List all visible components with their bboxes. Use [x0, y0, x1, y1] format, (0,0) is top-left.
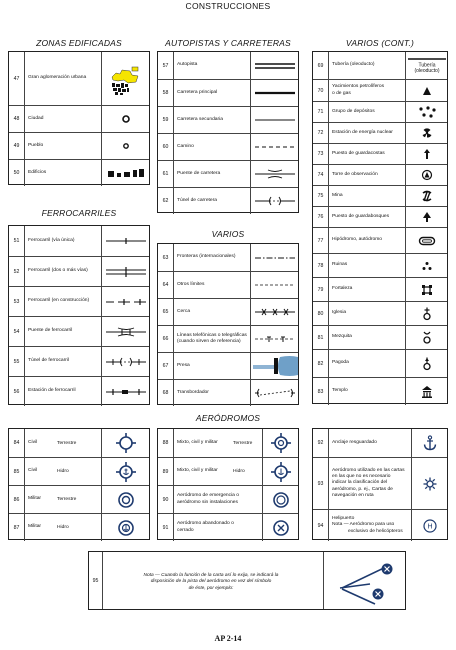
row-label: Presa — [177, 362, 190, 368]
table-row — [9, 256, 149, 286]
row-number: 86 — [9, 486, 25, 513]
row-label: Puesto de guardacostas — [332, 150, 385, 156]
row-number: 69 — [313, 52, 329, 79]
row-label: Templo — [332, 388, 348, 394]
row-label: Grupo de depósitos — [332, 108, 375, 114]
table-row — [158, 325, 298, 352]
row-number: 75 — [313, 186, 329, 206]
row-label-line2: aeródromo sin instalaciones — [177, 499, 238, 505]
military-water-aerodrome-icon — [101, 514, 149, 541]
row-surface: Hidro — [233, 469, 245, 474]
row-number: 70 — [313, 80, 329, 101]
row-label-line2: (cuando sirven de referencia) — [177, 339, 241, 344]
pipeline-text-2: (oleoducto) — [413, 67, 440, 74]
row-number: 95 — [89, 552, 103, 609]
row-number: 61 — [158, 161, 174, 187]
row-label: Camino — [177, 143, 194, 149]
row-label: Ferrocarril (en construcción) — [28, 298, 90, 304]
road-bridge-icon — [250, 161, 298, 187]
section-title-aerodromos: AERÓDROMOS — [195, 413, 261, 423]
table-row — [9, 346, 149, 376]
table-row — [158, 513, 298, 541]
row-label: Puesto de guardabosques — [332, 213, 390, 219]
anchorage-icon — [411, 429, 447, 457]
fortress-icon — [405, 278, 447, 301]
note-line: Nota — Cuando la función de la carta así lo exija, se indicará la — [143, 573, 279, 578]
table-row — [158, 187, 298, 214]
row-number: 92 — [313, 429, 329, 457]
row-number: 78 — [313, 254, 329, 277]
secondary-road-icon — [250, 107, 298, 133]
row-label-line: Nota — Aeródromo para uso — [332, 522, 395, 528]
row-label — [177, 514, 234, 541]
coastguard-icon — [405, 144, 447, 164]
main-road-icon — [250, 80, 298, 106]
row-label-line: navegación en ruta — [332, 492, 374, 498]
rail-bridge-icon — [101, 317, 149, 346]
urban-area-icon — [101, 52, 149, 105]
phone-lines-icon — [250, 326, 298, 352]
civil-land-aerodrome-icon — [101, 429, 149, 457]
row-label: Torre de observación — [332, 171, 378, 177]
row-label — [177, 486, 239, 513]
table-row — [313, 253, 447, 277]
section-title-autopistas: AUTOPISTAS Y CARRETERAS — [165, 38, 291, 48]
varios-table — [157, 243, 299, 405]
oil-field-icon — [405, 80, 447, 101]
abandoned-aerodrome-icon — [262, 514, 298, 541]
table-row — [9, 513, 149, 541]
row-label: Hipódromo, autódromo — [332, 237, 383, 243]
row-surface: Terrestre — [57, 440, 77, 446]
military-land-aerodrome-icon — [101, 486, 149, 513]
row-label: Militar — [28, 496, 42, 502]
zonas-table — [8, 51, 150, 185]
page-title: CONSTRUCCIONES — [185, 1, 271, 11]
row-label: Militar — [28, 524, 42, 530]
row-number: 62 — [158, 188, 174, 214]
row-number: 90 — [158, 486, 174, 513]
row-surface: Hidro — [57, 469, 69, 474]
emergency-aerodrome-icon — [262, 486, 298, 513]
table-row — [313, 429, 447, 457]
aerodromos-right-table — [312, 428, 448, 540]
row-number: 71 — [313, 102, 329, 122]
row-label — [332, 80, 384, 101]
row-number: 87 — [9, 514, 25, 541]
racetrack-icon — [405, 228, 447, 253]
varios-cont-table — [312, 51, 448, 404]
nuclear-icon — [405, 123, 447, 143]
table-row — [313, 377, 447, 405]
row-label — [177, 326, 247, 352]
rail-tunnel-icon — [101, 347, 149, 376]
road-tunnel-icon — [250, 188, 298, 214]
row-label: Puente de carretera — [177, 170, 221, 176]
row-number: 65 — [158, 299, 174, 325]
row-label: Carretera principal — [177, 89, 218, 95]
row-number: 63 — [158, 244, 174, 271]
pipeline-text-1: Tubería — [417, 62, 436, 68]
row-label: Ciudad — [28, 115, 44, 121]
row-label: Fortaleza — [332, 286, 353, 292]
row-number: 68 — [158, 380, 174, 406]
section-title-varios-cont: VARIOS (CONT.) — [345, 38, 415, 48]
row-label: Mixto, civil y militar — [177, 439, 218, 445]
multi-track-icon — [101, 257, 149, 286]
row-label-line2: o de gas — [332, 90, 351, 96]
row-label-line2: cerrado — [177, 527, 194, 533]
row-label-line: indicar la clasificación del — [332, 480, 388, 486]
pipeline-icon — [405, 52, 447, 79]
table-row — [158, 485, 298, 513]
row-label: Autopista — [177, 62, 198, 68]
row-label-line1: Yacimientos petrolíferos — [332, 84, 385, 90]
table-row — [9, 485, 149, 513]
row-label: Tubería (oleoducto) — [332, 62, 375, 68]
table-row — [158, 133, 298, 160]
note-line: de éste, por ejemplo: — [188, 585, 234, 591]
table-row — [313, 301, 447, 325]
table-row — [158, 298, 298, 325]
table-row — [9, 132, 149, 159]
dam-icon — [250, 353, 298, 379]
row-label: Ruinas — [332, 262, 348, 268]
row-number: 94 — [313, 510, 329, 541]
row-label: Mezquita — [332, 334, 352, 340]
row-label: Cerca — [177, 308, 191, 314]
table-row — [158, 379, 298, 406]
row-label: Civil — [28, 468, 38, 474]
row-number: 56 — [9, 377, 25, 406]
row-number: 67 — [158, 353, 174, 379]
row-number: 84 — [9, 429, 25, 457]
table-row — [9, 226, 149, 256]
row-label: Civil — [28, 439, 38, 445]
table-row — [9, 316, 149, 346]
row-number: 50 — [9, 160, 25, 186]
autopistas-table — [157, 51, 299, 213]
city-icon — [101, 106, 149, 132]
row-label: Pagoda — [332, 360, 349, 366]
table-row — [313, 277, 447, 301]
row-number: 47 — [9, 52, 25, 105]
table-row — [313, 164, 447, 185]
aerodromos-mid-table — [157, 428, 299, 540]
row-label: Estación de ferrocarril — [28, 388, 76, 394]
mixed-land-aerodrome-icon — [262, 429, 298, 457]
row-number: 60 — [158, 134, 174, 160]
row-number: 52 — [9, 257, 25, 286]
church-icon — [405, 302, 447, 325]
row-label: Estación de energía nuclear — [332, 129, 393, 135]
row-number: 76 — [313, 207, 329, 227]
table-row — [158, 106, 298, 133]
pagoda-icon — [405, 350, 447, 377]
row-label-line1: Líneas telefónicas o telegráficas — [177, 332, 247, 338]
table-row — [9, 286, 149, 316]
ferry-icon — [250, 380, 298, 406]
table-row — [158, 79, 298, 106]
row-label: Mina — [332, 192, 343, 198]
row-number: 74 — [313, 165, 329, 185]
table-row — [158, 160, 298, 187]
row-label: Ferrocarril (dos o más vías) — [28, 268, 88, 274]
row-number: 82 — [313, 350, 329, 377]
table-row — [313, 457, 447, 509]
row-number: 85 — [9, 458, 25, 485]
table-row — [313, 79, 447, 101]
row-number: 49 — [9, 133, 25, 159]
row-number: 72 — [313, 123, 329, 143]
row-label: Puente de ferrocarril — [28, 328, 73, 334]
row-label: Fronteras (internacionales) — [177, 254, 236, 260]
row-surface: Terrestre — [57, 497, 77, 502]
aerodrome-general-icon — [411, 458, 447, 509]
page-footer: AP 2-14 — [214, 634, 242, 643]
row-label — [332, 510, 403, 541]
section-title-varios: VARIOS — [211, 229, 245, 239]
table-row — [313, 52, 447, 79]
row-label: Carretera secundaria — [177, 116, 223, 122]
row-label-line1: Aeródromo de emergencia o — [177, 493, 239, 499]
row-number: 93 — [313, 458, 329, 509]
row-label: Pueblo — [28, 142, 44, 148]
fence-icon — [250, 299, 298, 325]
row-surface: Terrestre — [233, 440, 253, 446]
mixed-water-aerodrome-icon — [262, 458, 298, 485]
row-label: Anclaje resguardado — [332, 439, 377, 445]
table-row — [158, 271, 298, 298]
row-number: 79 — [313, 278, 329, 301]
single-track-icon — [101, 226, 149, 256]
tanks-icon — [405, 102, 447, 122]
row-label-line: Aeródromo utilizado en las cartas — [332, 468, 405, 474]
ferrocarriles-table — [8, 225, 150, 405]
note-95-text — [105, 573, 317, 592]
row-label — [332, 458, 405, 509]
ruins-icon — [405, 254, 447, 277]
table-row — [158, 52, 298, 79]
row-number: 51 — [9, 226, 25, 256]
table-row — [9, 105, 149, 132]
buildings-icon — [101, 160, 149, 186]
row-number: 81 — [313, 326, 329, 349]
town-icon — [101, 133, 149, 159]
table-row — [313, 349, 447, 377]
row-label: Gran aglomeración urbana — [28, 75, 87, 81]
table-row — [313, 325, 447, 349]
table-row — [9, 429, 149, 457]
table-row — [313, 206, 447, 227]
row-number: 77 — [313, 228, 329, 253]
row-number: 89 — [158, 458, 174, 485]
row-label-line: Helipuerto — [332, 516, 355, 522]
path-icon — [250, 134, 298, 160]
table-row — [158, 457, 298, 485]
other-limits-icon — [250, 272, 298, 298]
heliport-icon — [411, 510, 447, 541]
table-row — [9, 376, 149, 406]
table-row — [313, 509, 447, 541]
civil-water-aerodrome-icon — [101, 458, 149, 485]
row-number: 59 — [158, 107, 174, 133]
table-row — [158, 244, 298, 271]
table-row — [313, 185, 447, 206]
row-label: Túnel de carretera — [177, 197, 217, 203]
row-label: Otros límites — [177, 281, 205, 287]
row-label: Mixto, civil y militar — [177, 468, 218, 474]
table-row — [158, 429, 298, 457]
row-label: Iglesia — [332, 310, 347, 316]
note-95-box — [88, 551, 406, 610]
intl-border-icon — [250, 244, 298, 271]
row-label: Edificios — [28, 169, 47, 175]
row-number: 80 — [313, 302, 329, 325]
motorway-icon — [250, 52, 298, 79]
table-row — [158, 352, 298, 379]
row-number: 73 — [313, 144, 329, 164]
row-label-line1: Aeródromo abandonado o — [177, 521, 234, 527]
row-number: 64 — [158, 272, 174, 298]
row-number: 53 — [9, 287, 25, 316]
row-number: 54 — [9, 317, 25, 346]
table-row — [313, 101, 447, 122]
row-number: 88 — [158, 429, 174, 457]
row-surface: Hidro — [57, 525, 69, 530]
row-number: 48 — [9, 106, 25, 132]
aerodromos-left-table — [8, 428, 150, 540]
rail-station-icon — [101, 377, 149, 406]
table-row — [9, 52, 149, 105]
row-number: 83 — [313, 378, 329, 405]
note-line: disposición de la pista del aeródromo en vez del símbolo — [150, 579, 272, 585]
table-row — [313, 227, 447, 253]
section-title-zonas: ZONAS EDIFICADAS — [36, 38, 122, 48]
mosque-icon — [405, 326, 447, 349]
row-label-line: en las que no es necesario — [332, 474, 391, 480]
lookout-tower-icon — [405, 165, 447, 185]
row-number: 91 — [158, 514, 174, 541]
row-number: 55 — [9, 347, 25, 376]
forest-ranger-icon — [405, 207, 447, 227]
row-number: 66 — [158, 326, 174, 352]
row-label: Transbordador — [177, 389, 209, 395]
table-row — [313, 122, 447, 143]
table-row — [9, 159, 149, 186]
mine-icon — [405, 186, 447, 206]
section-title-ferrocarriles: FERROCARRILES — [41, 208, 117, 218]
row-label-line: exclusivo de helicópteros — [348, 528, 403, 534]
row-label: Túnel de ferrocarril — [28, 358, 70, 364]
heliport-letter: H — [426, 523, 433, 531]
rail-construction-icon — [101, 287, 149, 316]
temple-icon — [405, 378, 447, 405]
row-number: 57 — [158, 52, 174, 79]
table-row — [313, 143, 447, 164]
row-label-line: aeródromo, p. ej., Cartas de — [332, 486, 393, 492]
row-label: Ferrocarril (vía única) — [28, 237, 75, 243]
row-number: 58 — [158, 80, 174, 106]
runway-layout-icon — [323, 552, 405, 609]
table-row — [9, 457, 149, 485]
